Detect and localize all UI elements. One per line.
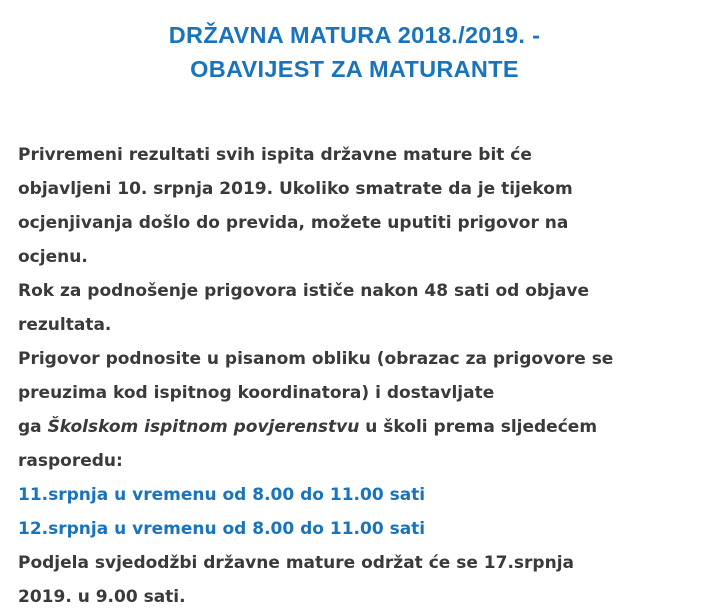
title-line-1: DRŽAVNA MATURA 2018./2019. - <box>168 22 541 48</box>
announcement-body <box>18 138 691 614</box>
complaint-text-post: u školi prema sljedećem <box>359 417 598 437</box>
schedule-item: 11.srpnja u vremenu od 8.00 do 11.00 sati <box>18 485 426 505</box>
complaint-text-pre: ga <box>18 417 48 437</box>
committee-name: Školskom ispitnom povjerenstvu <box>47 417 360 437</box>
paragraph-results-line: ocjenjivanja došlo do previda, možete uputiti prigovor na <box>18 213 569 233</box>
paragraph-results-line: Privremeni rezultati svih ispita državne mature bit će <box>18 145 532 165</box>
paragraph-certificates-line: Podjela svjedodžbi državne mature održat će se 17.srpnja <box>18 553 574 573</box>
paragraph-deadline-line: Rok za podnošenje prigovora ističe nakon 48 sati od objave <box>18 281 589 301</box>
paragraph-complaint-line: Prigovor podnosite u pisanom obliku (obrazac za prigovore se <box>18 349 614 369</box>
paragraph-complaint-line: preuzima kod ispitnog koordinatora) i dostavljate <box>18 383 495 403</box>
page-title <box>18 18 691 86</box>
paragraph-certificates-line: 2019. u 9.00 sati. <box>18 587 186 607</box>
paragraph-deadline-line: rezultata. <box>18 315 112 335</box>
paragraph-results-line: ocjenu. <box>18 247 88 267</box>
paragraph-complaint-line: rasporedu: <box>18 451 123 471</box>
schedule-item: 12.srpnja u vremenu od 8.00 do 11.00 sati <box>18 519 426 539</box>
title-line-2: OBAVIJEST ZA MATURANTE <box>190 56 519 82</box>
paragraph-results-line: objavljeni 10. srpnja 2019. Ukoliko smatrate da je tijekom <box>18 179 573 199</box>
paragraph-complaint-line <box>18 410 691 444</box>
